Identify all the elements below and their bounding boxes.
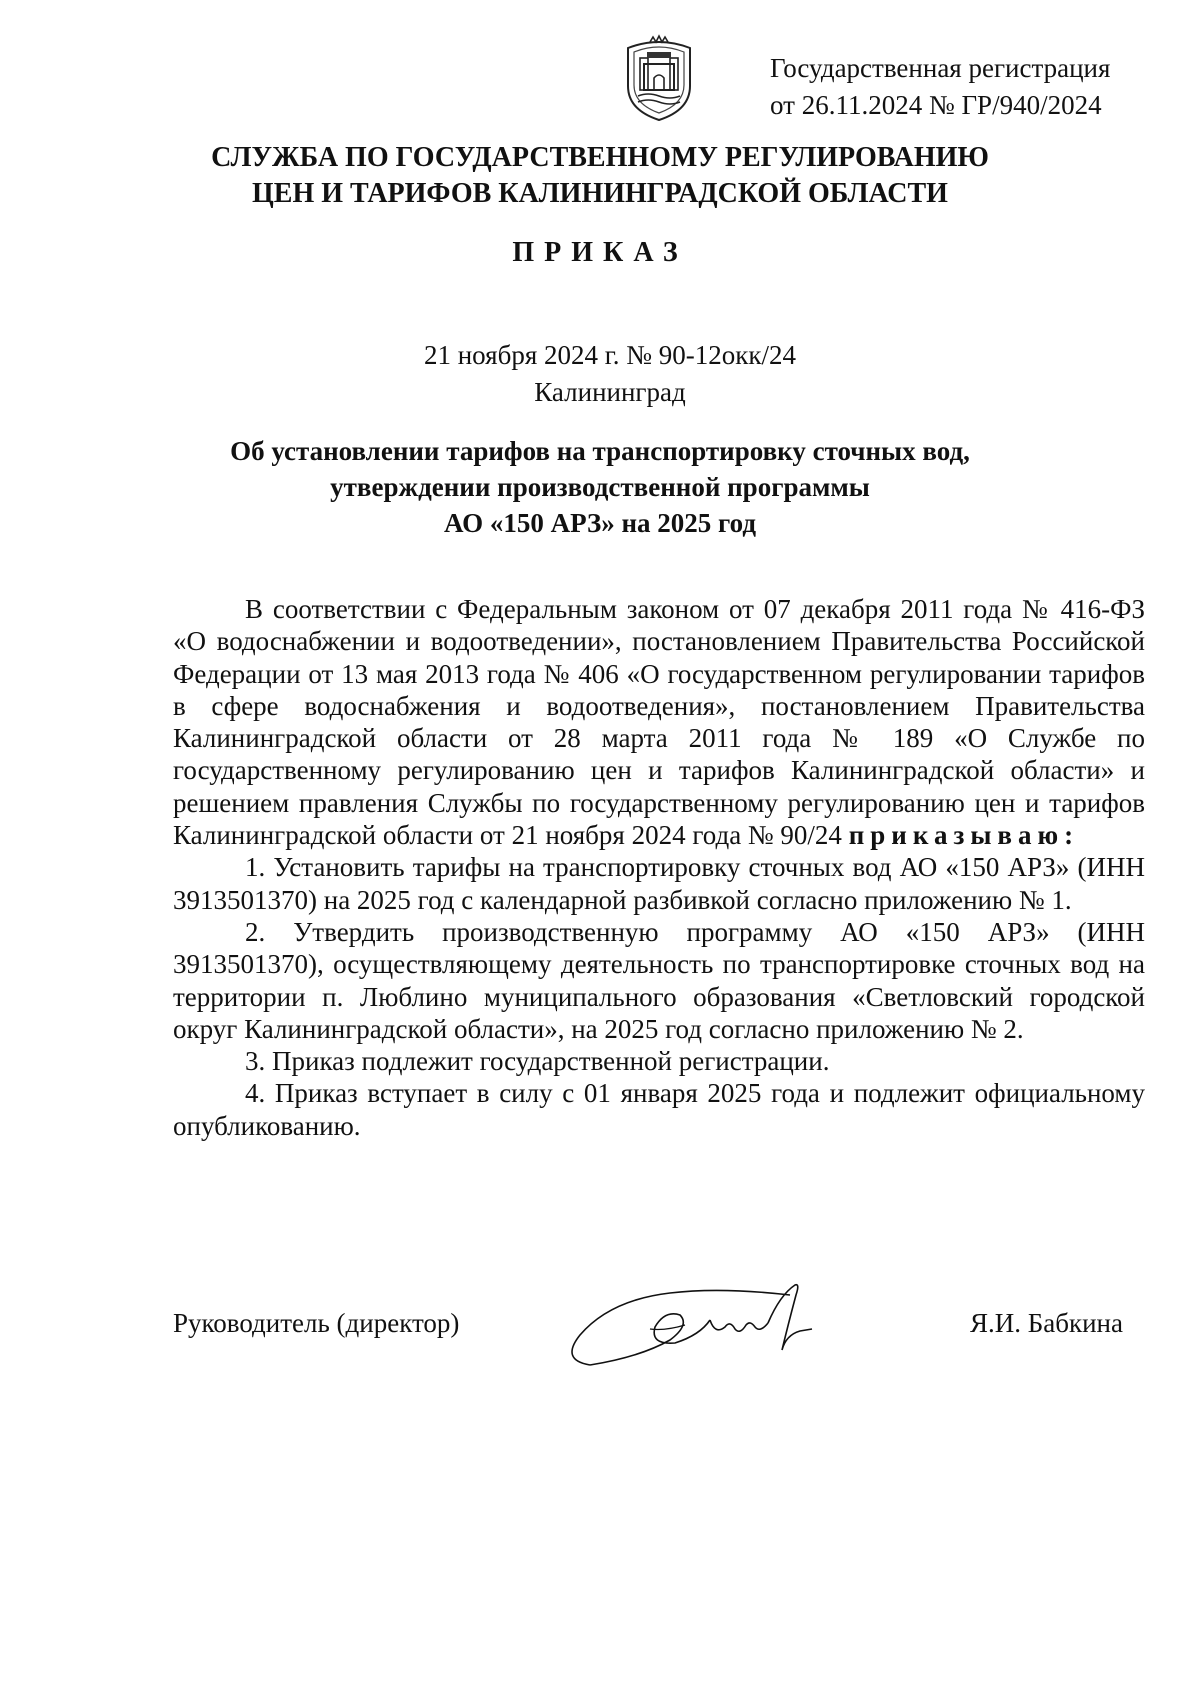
order-item-4: 4. Приказ вступает в силу с 01 января 2025 года и подлежит официальному опубликованию. <box>173 1078 1145 1141</box>
date-and-place <box>0 337 1200 411</box>
organization-line-1: СЛУЖБА ПО ГОСУДАРСТВЕННОМУ РЕГУЛИРОВАНИЮ <box>211 142 989 173</box>
preamble-text: В соответствии с Федеральным законом от 07 декабря 2011 года № 416-ФЗ «О водоснабжении и водоотведении», постановлением Правительства Российской Федерации от 13 мая 2013 года № 406 «О государственном регулировании тарифов в сфере водоснабжения и водоотведения», постановлением Правительства Калининградской области от 28 марта 2011 года № 189 «О Службе по государственному регулированию цен и тарифов Калининградской области» и решением правления Службы по государственному регулированию цен и тарифов Калининградской области от 21 ноября 2024 года № 90/24 <box>173 594 1145 851</box>
registration-line-2: от 26.11.2024 № ГР/940/2024 <box>770 90 1102 120</box>
registration-stamp <box>770 50 1110 124</box>
subject-line-1: Об установлении тарифов на транспортировку сточных вод, <box>230 436 970 466</box>
document-body <box>173 593 1145 1142</box>
order-word: приказываю: <box>848 820 1080 851</box>
coat-of-arms-icon <box>620 34 698 122</box>
handwritten-signature-icon <box>550 1265 850 1370</box>
registration-line-1: Государственная регистрация <box>770 53 1111 83</box>
document-city: Калининград <box>534 377 686 407</box>
preamble-paragraph <box>173 593 1145 851</box>
organization-name <box>0 140 1200 212</box>
document-date-number: 21 ноября 2024 г. № 90-12окк/24 <box>423 340 797 370</box>
document-type: ПРИКАЗ <box>512 237 688 268</box>
subject-line-2: утверждении производственной программы <box>330 472 870 502</box>
order-item-1: 1. Установить тарифы на транспортировку сточных вод АО «150 АРЗ» (ИНН 3913501370) на 2025 год с календарной разбивкой согласно приложению № 1. <box>173 852 1145 915</box>
order-item-3: 3. Приказ подлежит государственной регистрации. <box>245 1046 830 1077</box>
subject-line-3: АО «150 АРЗ» на 2025 год <box>443 508 756 538</box>
signatory-name: Я.И. Бабкина <box>970 1308 1123 1338</box>
document-subject <box>0 433 1200 541</box>
signatory-role: Руководитель (директор) <box>173 1308 460 1338</box>
order-item-2: 2. Утвердить производственную программу АО «150 АРЗ» (ИНН 3913501370), осуществляющему деятельность по транспортировке сточных вод на территории п. Люблино муниципального образования «Светловский городской округ Калининградской области», на 2025 год согласно приложению № 2. <box>173 916 1145 1044</box>
organization-line-2: ЦЕН И ТАРИФОВ КАЛИНИНГРАДСКОЙ ОБЛАСТИ <box>252 178 948 209</box>
